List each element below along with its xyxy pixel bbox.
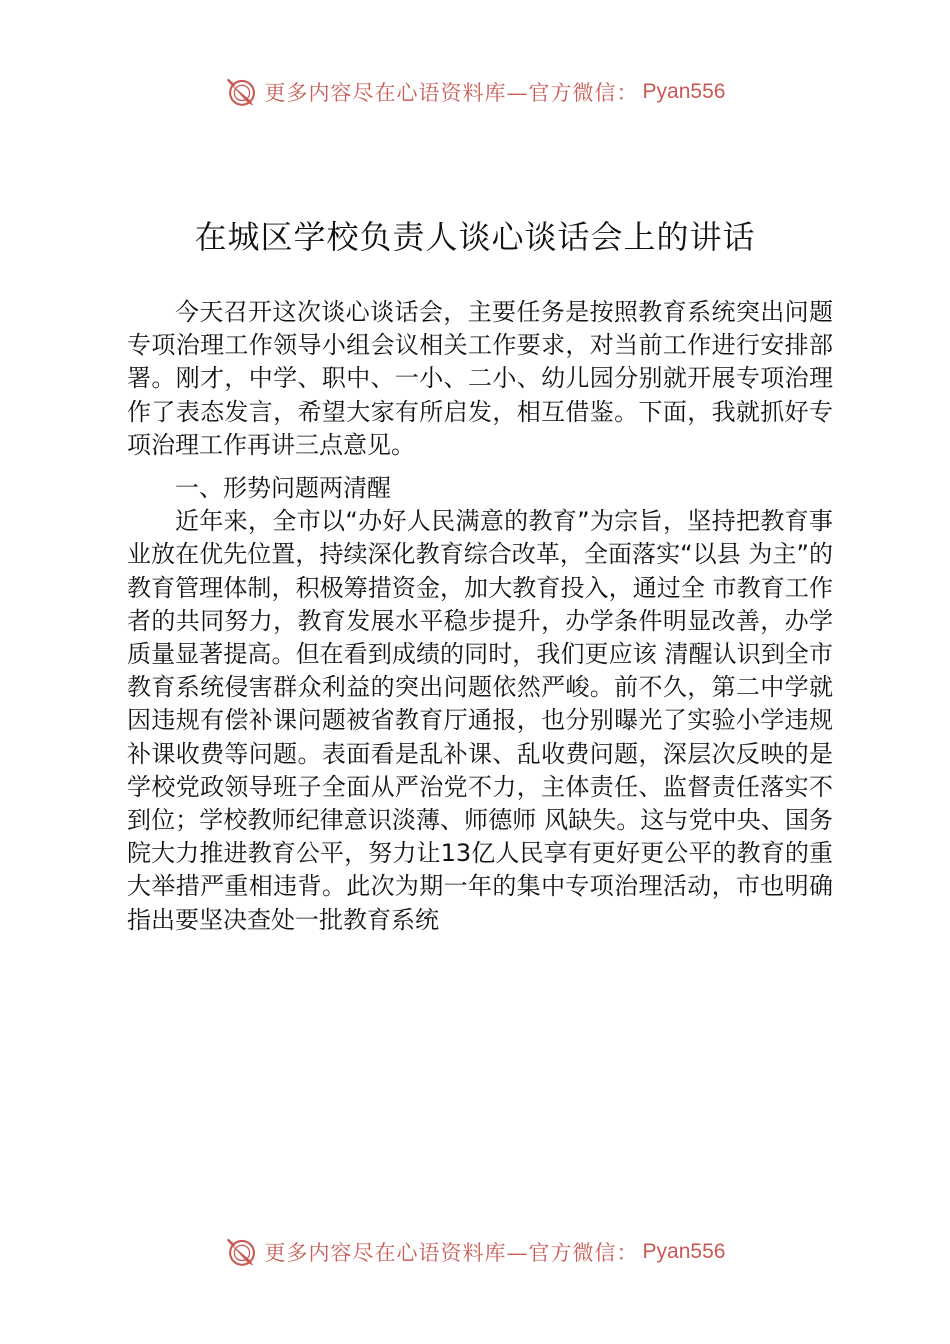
watermark-wechat-id: Pyan556 bbox=[642, 80, 726, 103]
document-title: 在城区学校负责人谈心谈话会上的讲话 bbox=[194, 218, 756, 256]
watermark-wechat-id: Pyan556 bbox=[642, 1240, 726, 1263]
document-body bbox=[127, 296, 833, 937]
header-watermark bbox=[0, 72, 950, 112]
watermark-text: 更多内容尽在心语资料库—官方微信： bbox=[264, 81, 639, 105]
footer-watermark bbox=[0, 1232, 950, 1272]
intro-paragraph: 今天召开这次谈心谈话会，主要任务是按照教育系统突出问题专项治理工作领导小组会议相关工作要求，对当前工作进行安排部署。刚才，中学、职中、一小、二小、幼儿园分别就开展专项治理作了表态发言，希望大家有所启发，相互借鉴。下面，我就抓好专项治理工作再讲三点意见。 bbox=[127, 298, 833, 459]
pen-circle-icon bbox=[225, 75, 259, 109]
section-heading: 一、形势问题两清醒 bbox=[175, 474, 391, 503]
section-body-paragraph: 近年来，全市以“办好人民满意的教育”为宗旨，坚持把教育事业放在优先位置，持续深化教育综合改革，全面落实“以县 为主”的教育管理体制，积极筹措资金，加大教育投入，通过全 市教育工作者的共同努力，教育发展水平稳步提升，办学条件明显改善，办学质量显著提高。但在看到成绩的同时，我们更应该 清醒认识到全市教育系统侵害群众利益的突出问题依然严峻。前不久，第二中学就因违规有偿补课问题被省教育厅通报，也分别曝光了实验小学违规补课收费等问题。表面看是乱补课、乱收费问题，深层次反映的是学校党政领导班子全面从严治党不力，主体责任、监督责任落实不到位；学校教师纪律意识淡薄、师德师 风缺失。这与党中央、国务院大力推进教育公平，努力让13亿人民享有更好更公平的教育的重大举措严重相违背。此次为期一年的集中专项治理活动，市也明确指出要坚决查处一批教育系统 bbox=[127, 507, 833, 934]
pen-circle-icon bbox=[225, 1235, 259, 1269]
watermark-text: 更多内容尽在心语资料库—官方微信： bbox=[264, 1241, 639, 1265]
